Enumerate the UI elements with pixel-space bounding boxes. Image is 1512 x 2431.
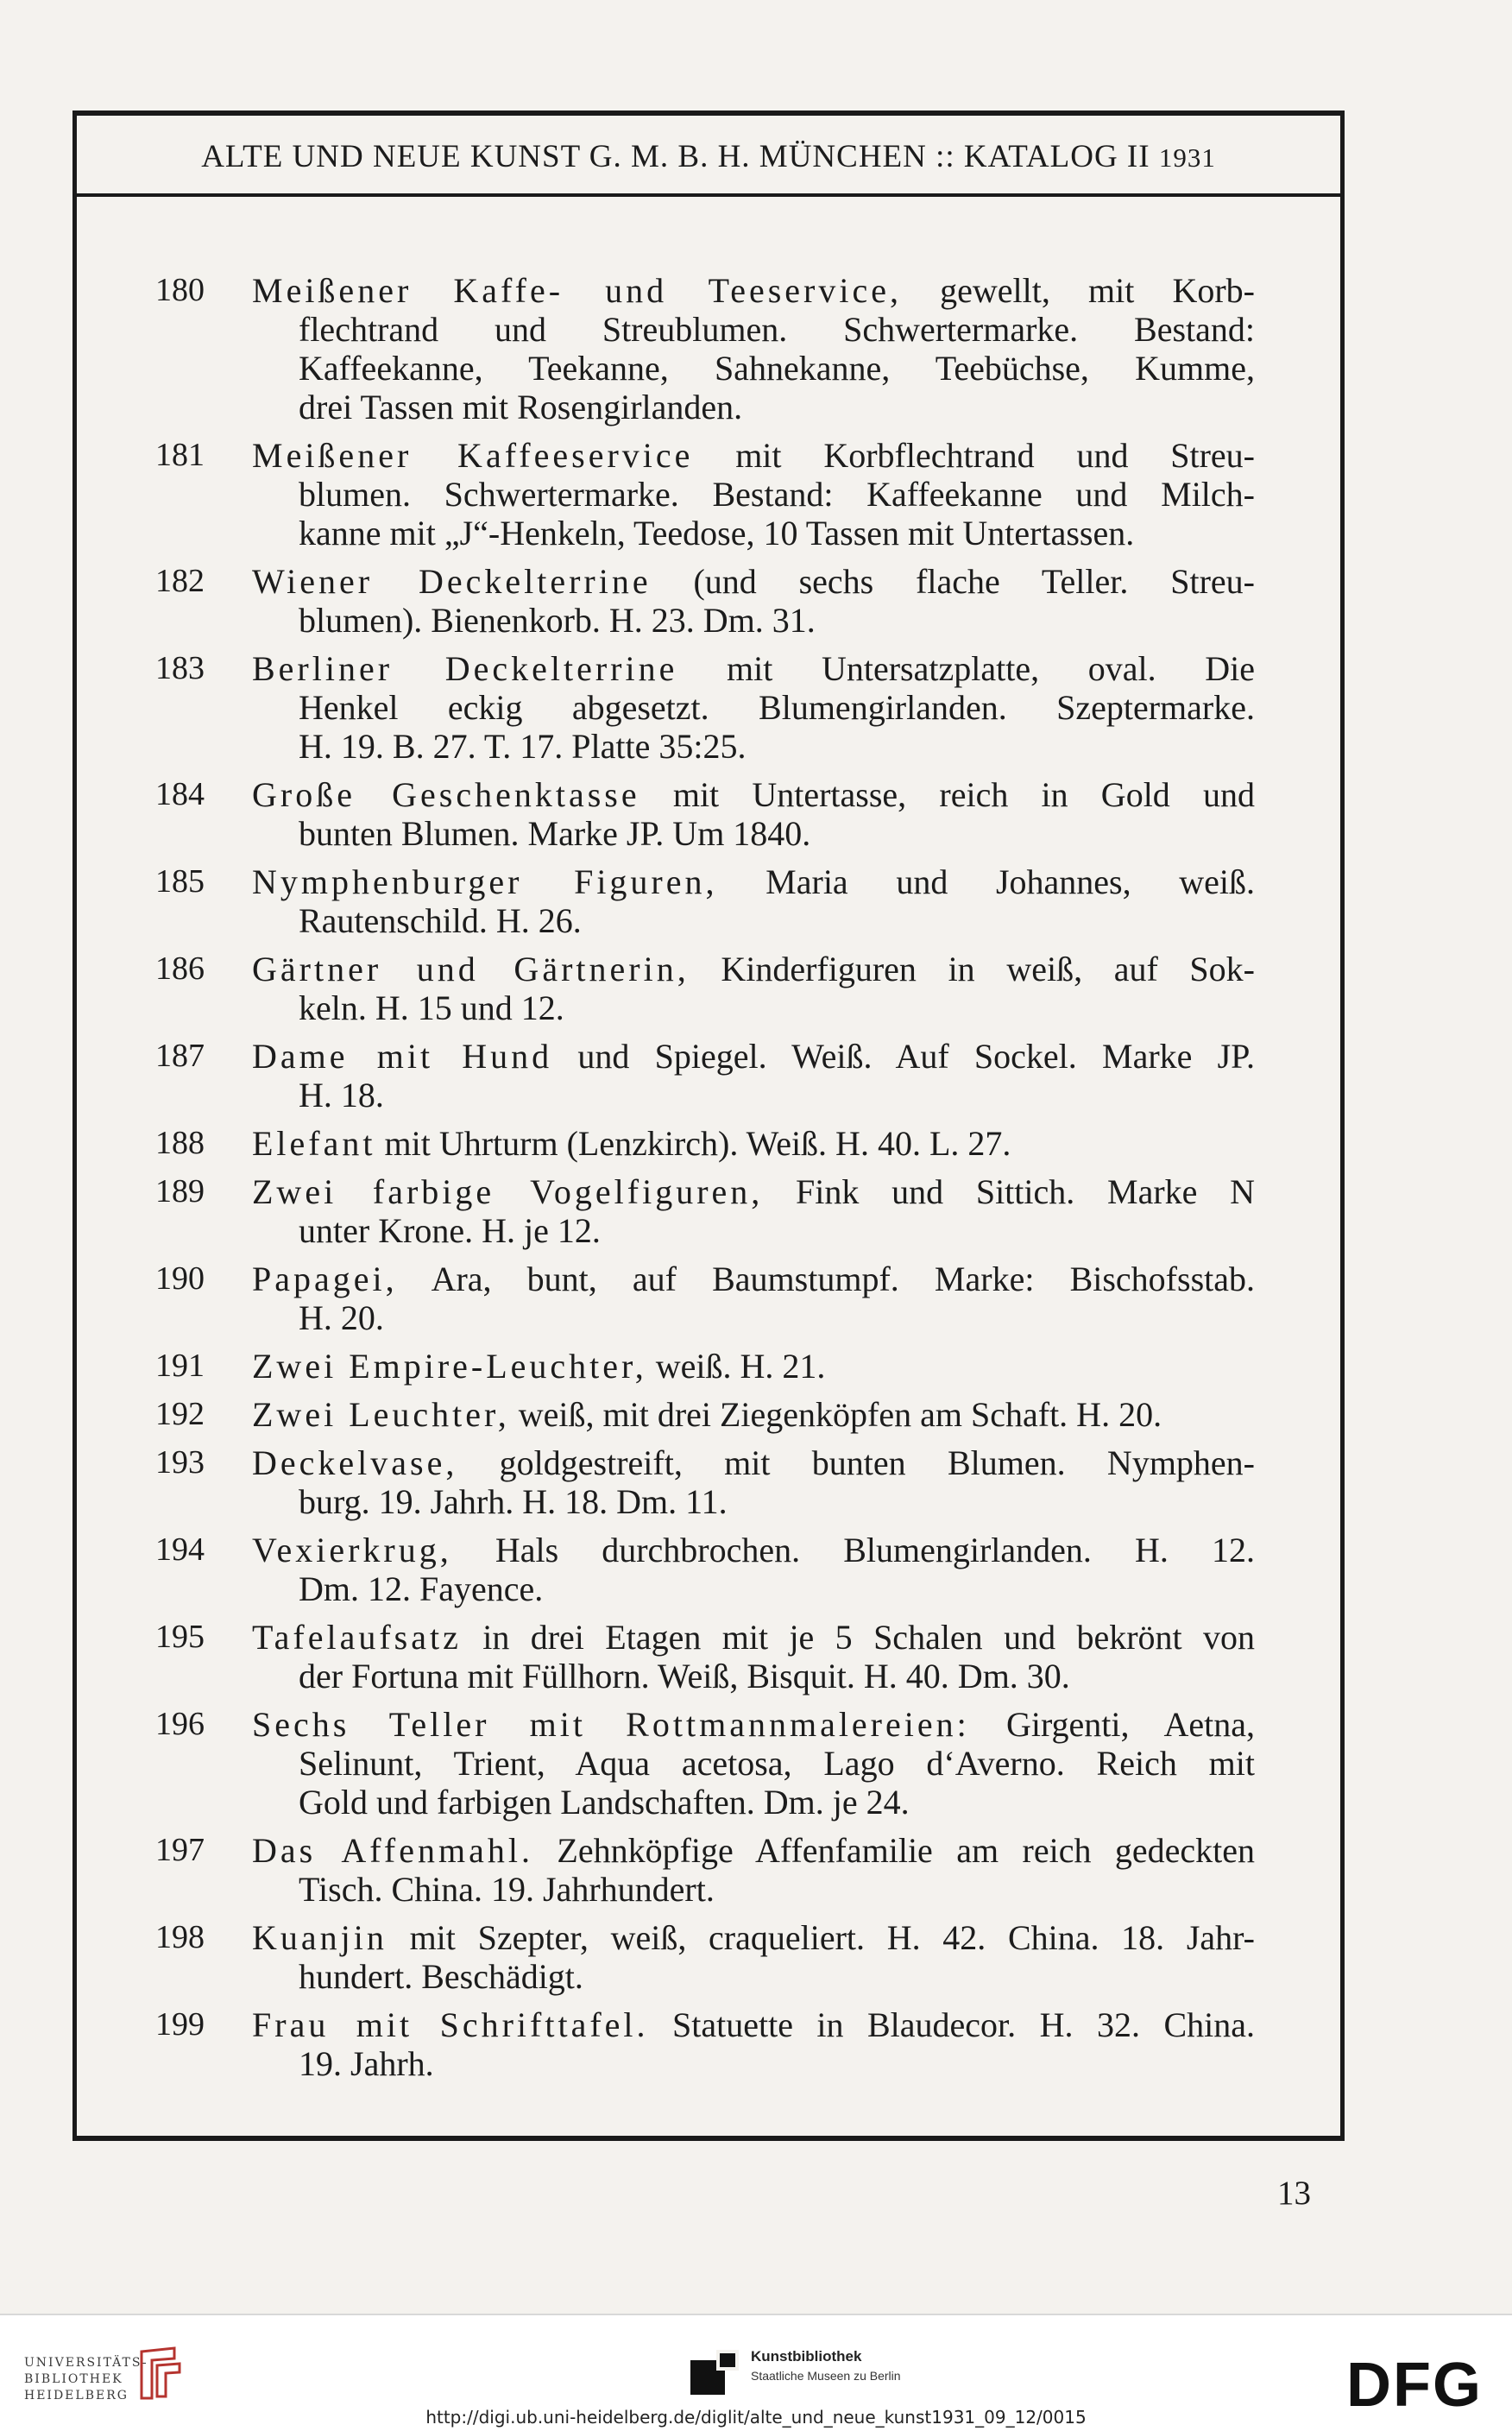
entry-number: 199 [155,2006,205,2043]
catalog-entries [155,271,1255,2093]
entry-number: 182 [155,563,205,599]
entry-name: Sechs Teller mit Rottmannmalereien: [252,1705,970,1744]
entry-continuation-line: H. 19. B. 27. T. 17. Platte 35:25. [299,727,747,766]
entry-text: Fink und Sittich. Marke N [796,1172,1256,1211]
entry-text: mit Korbflechtrand und Streu- [735,436,1255,475]
catalog-entry [155,1618,1255,1695]
catalog-entry [155,649,1255,766]
catalog-entry [155,862,1255,940]
entry-continuation-line: hundert. Beschädigt. [299,1957,583,1996]
entry-name: Zwei Empire-Leuchter, [252,1347,647,1386]
entry-continuation-line: drei Tassen mit Rosengirlanden. [299,388,743,426]
entry-text: weiß. H. 21. [655,1347,826,1386]
entry-name: Das Affenmahl. [252,1831,533,1870]
entry-name: Kuanjin [252,1918,387,1957]
entry-text: Kinderfiguren in weiß, auf Sok- [721,950,1255,988]
entry-name: Nymphenburger Figuren, [252,862,718,901]
entry-continuation-line: 19. Jahrh. [299,2044,434,2083]
header-top-rule [72,110,1345,116]
entry-continuation-line: H. 18. [299,1076,384,1114]
header-bottom-rule [72,193,1345,197]
entry-number: 192 [155,1396,205,1432]
entry-continuation-line: kanne mit „J“-Henkeln, Teedose, 10 Tassen mit Untertassen. [299,514,1135,552]
entry-number: 198 [155,1919,205,1955]
entry-number: 190 [155,1260,205,1297]
catalog-entry [155,271,1255,426]
digitization-footer [0,2314,1512,2431]
entry-text: Zehnköpfige Affenfamilie am reich gedeckten [557,1831,1256,1870]
entry-text: mit Untertasse, reich in Gold und [672,775,1255,814]
entry-continuation-line: Rautenschild. H. 26. [299,901,582,940]
entry-number: 189 [155,1173,205,1209]
catalog-entry [155,1260,1255,1337]
catalog-entry [155,1531,1255,1608]
kunstbibliothek-logo-icon [690,2350,739,2398]
entry-name: Wiener Deckelterrine [252,562,652,601]
entry-name: Gärtner und Gärtnerin, [252,950,690,988]
entry-name: Frau mit Schrifttafel. [252,2005,649,2044]
entry-continuation-line: blumen). Bienenkorb. H. 23. Dm. 31. [299,601,816,640]
kunstbibliothek-name: Kunstbibliothek [751,2348,862,2365]
dfg-logo: DFG [1346,2351,1483,2420]
catalog-entry [155,1705,1255,1822]
catalog-entry [155,1347,1255,1386]
entry-name: Vexierkrug, [252,1531,452,1569]
entry-name: Meißener Kaffeeservice [252,436,694,475]
entry-text: Ara, bunt, auf Baumstumpf. Marke: Bischofsstab. [431,1260,1256,1298]
entry-number: 183 [155,650,205,686]
entry-text: (und sechs flache Teller. Streu- [693,562,1255,601]
entry-continuation-line: bunten Blumen. Marke JP. Um 1840. [299,814,811,853]
entry-name: Zwei Leuchter, [252,1395,510,1434]
entry-number: 196 [155,1706,205,1742]
catalog-entry [155,1443,1255,1521]
entry-name: Berliner Deckelterrine [252,649,678,688]
entry-number: 185 [155,863,205,900]
entry-name: Deckelvase, [252,1443,458,1482]
page-bottom-rule [72,2136,1345,2141]
university-logo-icon [140,2346,181,2400]
entry-continuation-line: Dm. 12. Fayence. [299,1569,544,1608]
entry-continuation-line: Selinunt, Trient, Aqua acetosa, Lago d‘Averno. Reich mit [299,1744,1255,1783]
entry-continuation-line: Tisch. China. 19. Jahrhundert. [299,1870,715,1909]
entry-continuation-line: Henkel eckig abgesetzt. Blumengirlanden. Szeptermarke. [299,688,1255,727]
entry-name: Tafelaufsatz [252,1618,462,1657]
entry-continuation-line: keln. H. 15 und 12. [299,988,564,1027]
catalog-header-title: ALTE UND NEUE KUNST G. M. B. H. MÜNCHEN :: KATALOG II [201,139,1150,174]
entry-continuation-line: H. 20. [299,1298,384,1337]
entry-name: Zwei farbige Vogelfiguren, [252,1172,764,1211]
entry-text: und Spiegel. Weiß. Auf Sockel. Marke JP. [577,1037,1255,1076]
entry-name: Meißener Kaffe- und Teeservice, [252,271,902,310]
catalog-header-year: 1931 [1158,142,1216,173]
catalog-entry [155,562,1255,640]
entry-continuation-line: burg. 19. Jahrh. H. 18. Dm. 11. [299,1482,728,1521]
kunstbibliothek-subtitle: Staatliche Museen zu Berlin [751,2369,901,2383]
catalog-entry [155,1037,1255,1114]
entry-continuation-line: Gold und farbigen Landschaften. Dm. je 24. [299,1783,910,1822]
entry-text: Maria und Johannes, weiß. [765,862,1256,901]
entry-name: Große Geschenktasse [252,775,640,814]
entry-text: gewellt, mit Korb- [940,271,1255,310]
entry-text: Statuette in Blaudecor. H. 32. China. [671,2005,1255,2044]
entry-name: Elefant [252,1124,376,1163]
entry-number: 184 [155,776,205,812]
entry-number: 195 [155,1619,205,1655]
catalog-entry [155,1831,1255,1909]
entry-number: 194 [155,1531,205,1568]
entry-text: goldgestreift, mit bunten Blumen. Nymphen- [499,1443,1256,1482]
entry-continuation-line: Kaffeekanne, Teekanne, Sahnekanne, Teebüchse, Kumme, [299,349,1255,388]
catalog-header [72,138,1345,175]
entry-number: 181 [155,437,205,473]
entry-text: mit Szepter, weiß, craqueliert. H. 42. China. 18. Jahr- [409,1918,1256,1957]
catalog-entry [155,775,1255,853]
entry-number: 180 [155,272,205,308]
entry-number: 191 [155,1348,205,1384]
entry-name: Papagei, [252,1260,398,1298]
entry-number: 186 [155,950,205,987]
entry-text: mit Uhrturm (Lenzkirch). Weiß. H. 40. L. 27. [384,1124,1011,1163]
entry-number: 197 [155,1832,205,1868]
catalog-entry [155,1172,1255,1250]
entry-text: in drei Etagen mit je 5 Schalen und bekrönt von [482,1618,1256,1657]
entry-number: 193 [155,1444,205,1481]
entry-text: weiß, mit drei Ziegenköpfen am Schaft. H. 20. [518,1395,1162,1434]
catalog-entry [155,1124,1255,1163]
entry-name: Dame mit Hund [252,1037,553,1076]
entry-number: 188 [155,1125,205,1161]
source-url-link[interactable]: http://digi.ub.uni-heidelberg.de/diglit/alte_und_neue_kunst1931_09_12/0015 [425,2407,1087,2428]
entry-continuation-line: flechtrand und Streublumen. Schwertermarke. Bestand: [299,310,1255,349]
entry-continuation-line: unter Krone. H. je 12. [299,1211,601,1250]
entry-continuation-line: der Fortuna mit Füllhorn. Weiß, Bisquit. H. 40. Dm. 30. [299,1657,1070,1695]
catalog-entry [155,436,1255,552]
page-number: 13 [1277,2175,1311,2212]
entry-continuation-line: blumen. Schwertermarke. Bestand: Kaffeekanne und Milch- [299,475,1255,514]
catalog-entry [155,950,1255,1027]
entry-text: mit Untersatzplatte, oval. Die [727,649,1256,688]
catalog-entry [155,2005,1255,2083]
catalog-entry [155,1918,1255,1996]
catalog-entry [155,1395,1255,1434]
university-library-label: UNIVERSITÄTS- BIBLIOTHEK HEIDELBERG [24,2356,148,2403]
entry-number: 187 [155,1038,205,1074]
entry-text: Hals durchbrochen. Blumengirlanden. H. 12. [495,1531,1255,1569]
entry-text: Girgenti, Aetna, [1005,1705,1255,1744]
